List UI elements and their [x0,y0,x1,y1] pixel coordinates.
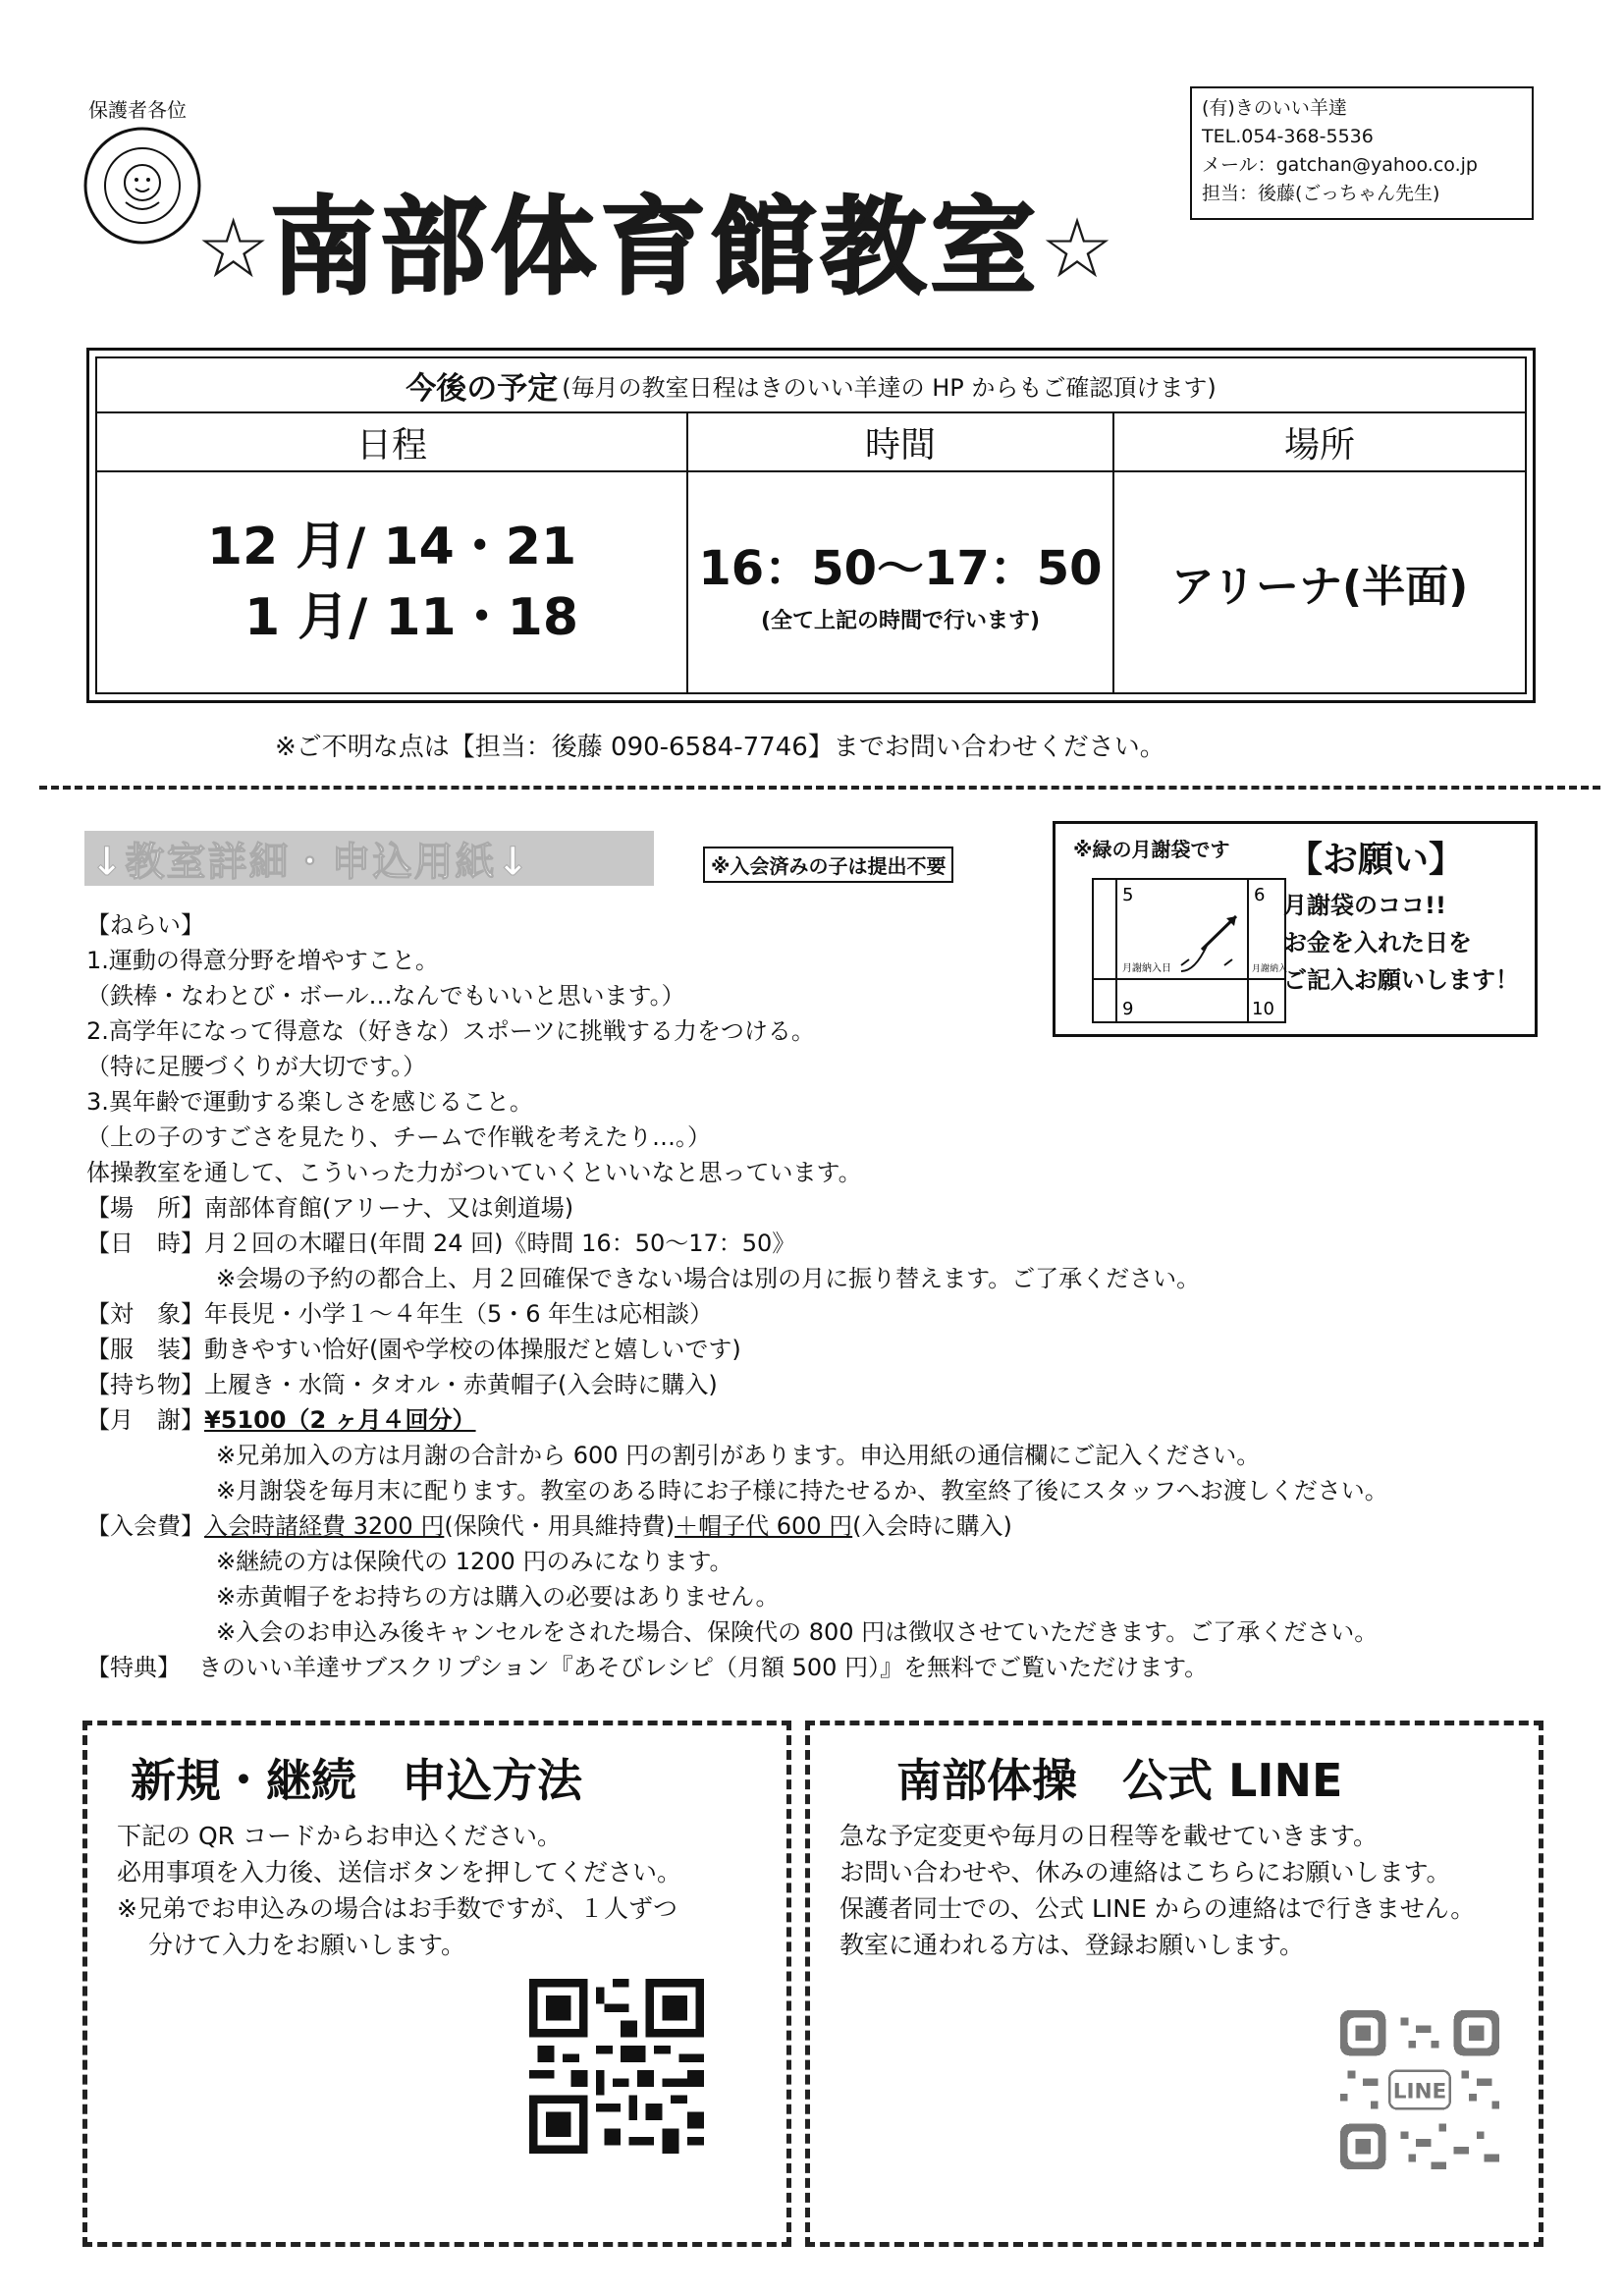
detail-value: 動きやすい恰好(園や学校の体操服だと嬉しいです) [204,1336,741,1363]
schedule-title-note: (毎月の教室日程はきのいい羊達の HP からもご確認頂けます) [562,373,1217,402]
detail-fee [86,1402,1559,1438]
time-note: (全て上記の時間で行います) [760,609,1041,633]
cut-line [39,786,1600,790]
contact-tel: TEL.054-368-5536 [1202,126,1374,147]
request-title: 【お願い】 [1287,840,1465,880]
star-icon: ☆ [1040,200,1114,297]
header-time: 時間 [686,413,1112,472]
apply-line: ※兄弟でお申込みの場合はお手数ですが、１人ずつ [117,1894,677,1923]
line-qr-label: LINE [1392,2079,1447,2105]
qr-code-line[interactable] [1340,2010,1499,2169]
contact-box [1190,86,1534,220]
detail-value: 月２回の木曜日(年間 24 回)《時間 16：50〜17：50》 [204,1230,796,1257]
envelope-label: 月謝納入 [1252,964,1287,974]
place-cell [1112,472,1525,692]
page-title [196,185,1237,312]
detail-target [86,1296,1559,1332]
detail-label: 【服 装】 [86,1336,204,1363]
aim-label: 【ねらい】 [86,911,204,939]
logo [82,126,202,246]
detail-value: きのいい羊達サブスクリプション『あそびレシピ（月額 500 円）』を無料でご覧いただけます。 [198,1654,1209,1681]
apply-line: 分けて入力をお願いします。 [148,1931,466,1959]
detail-value: 上履き・水筒・タオル・赤黄帽子(入会時に購入) [204,1371,718,1398]
hat-cost-note: (入会時に購入) [852,1512,1012,1540]
line-text: お問い合わせや、休みの連絡はこちらにお願いします。 [839,1858,1451,1886]
detail-label: 【持ち物】 [86,1371,204,1398]
line-text: 保護者同士での、公式 LINE からの連絡はで行きません。 [839,1894,1476,1923]
detail-note: ※入会のお申込み後キャンセルをされた場合、保険代の 800 円は徴収させていただきます。ご了承ください。 [216,1618,1379,1646]
aim-line: 体操教室を通して、こういった力がついていくといいなと思っています。 [86,1159,862,1186]
detail-note: ※月謝袋を毎月末に配ります。教室のある時にお子様に持たせるか、教室終了後にスタッフへお渡しください。 [216,1477,1388,1504]
qr-code-apply[interactable] [529,1979,704,2154]
inquiry-note: ※ご不明な点は【担当：後藤 090-6584-7746】までお問い合わせください。 [275,733,1165,762]
detail-heading: ↓教室詳細・申込用紙↓ [84,831,654,886]
detail-clothes [86,1332,1559,1367]
detail-value: 年長児・小学１〜４年生（5・6 年生は応相談） [204,1300,714,1328]
detail-label: 【対 象】 [86,1300,204,1328]
hat-cost: ＋帽子代 600 円 [675,1512,853,1540]
entry-cost: 入会時諸経費 3200 円 [204,1512,445,1540]
detail-note: ※兄弟加入の方は月謝の合計から 600 円の割引があります。申込用紙の通信欄にご記入ください。 [216,1442,1261,1469]
header-place: 場所 [1112,413,1525,472]
schedule-title [97,358,1525,413]
aim-line: 1.運動の得意分野を増やすこと。 [86,947,439,974]
envelope-number: 6 [1254,885,1266,905]
detail-label: 【日 時】 [86,1230,204,1257]
header-date: 日程 [97,413,686,472]
detail-value: 南部体育館(アリーナ、又は剣道場) [204,1194,574,1222]
line-text: 急な予定変更や毎月の日程等を載せていきます。 [839,1822,1379,1850]
time-cell [686,472,1112,692]
detail-label: 【入会費】 [86,1512,204,1540]
addressee: 保護者各位 [88,98,187,122]
line-text: 教室に通われる方は、登録お願いします。 [839,1931,1305,1959]
detail-note: ※赤黄帽子をお持ちの方は購入の必要はありません。 [216,1583,780,1611]
star-icon: ☆ [196,200,271,297]
request-line: お金を入れた日を [1283,929,1472,957]
detail-schedule [86,1226,1559,1261]
contact-mail: メール：gatchan@yahoo.co.jp [1202,154,1478,176]
entry-cost-note: (保険代・用具維持費) [444,1512,676,1540]
dates-cell [97,472,686,692]
fee-value: ¥5100（2 ヶ月４回分） [204,1406,476,1434]
aim-line: （上の子のすごさを見たり、チームで作戦を考えたり…。） [86,1123,711,1151]
aim-line: （特に足腰づくりが大切です。） [86,1053,427,1080]
request-line: ご記入お願いします！ [1283,966,1519,994]
aim-line: 3.異年齢で運動する楽しさを感じること。 [86,1088,533,1116]
request-note: ※緑の月謝袋です [1073,838,1230,861]
date-line: 12 月/ 14・21 [206,518,577,576]
line-title: 南部体操 公式 LINE [896,1754,1343,1807]
detail-label: 【特典】 [86,1654,181,1681]
aim-line: 2.高学年になって得意な（好きな）スポーツに挑戦する力をつける。 [86,1017,815,1045]
line-panel [805,1721,1543,2247]
detail-label: 【月 謝】 [86,1406,204,1434]
schedule-table [86,348,1536,703]
apply-line: 必用事項を入力後、送信ボタンを押してください。 [117,1858,682,1886]
envelope-number: 9 [1122,999,1134,1019]
time-value: 16：50〜17：50 [698,541,1103,596]
schedule-title-bold: 今後の予定 [406,370,559,407]
apply-panel [82,1721,791,2247]
envelope-number: 5 [1122,885,1134,905]
detail-label: 【場 所】 [86,1194,204,1222]
date-line: 1 月/ 11・18 [244,588,579,647]
detail-perk [86,1650,1559,1685]
contact-company: (有)きのいい羊達 [1202,97,1347,119]
envelope-label: 月謝納入日 [1122,963,1171,974]
details-body [86,907,1559,1685]
place-value: アリーナ(半面) [1170,562,1469,612]
title-text: 南部体育館教室 [270,187,1041,309]
request-line: 月謝袋のココ!! [1283,892,1446,919]
detail-note: ※会場の予約の都合上、月２回確保できない場合は別の月に振り替えます。ご了承ください。 [216,1265,1201,1292]
envelope-number: 10 [1252,999,1274,1019]
detail-place [86,1190,1559,1226]
apply-title: 新規・継続 申込方法 [131,1754,582,1807]
detail-note: ※継続の方は保険代の 1200 円のみになります。 [216,1548,733,1575]
contact-person: 担当：後藤(ごっちゃん先生) [1202,183,1440,204]
detail-items [86,1367,1559,1402]
aim-line: （鉄棒・なわとび・ボール…なんでもいいと思います。） [86,982,685,1010]
detail-entry [86,1508,1559,1544]
apply-line: 下記の QR コードからお申込ください。 [117,1822,562,1850]
no-submit-note: ※入会済みの子は提出不要 [703,847,953,883]
